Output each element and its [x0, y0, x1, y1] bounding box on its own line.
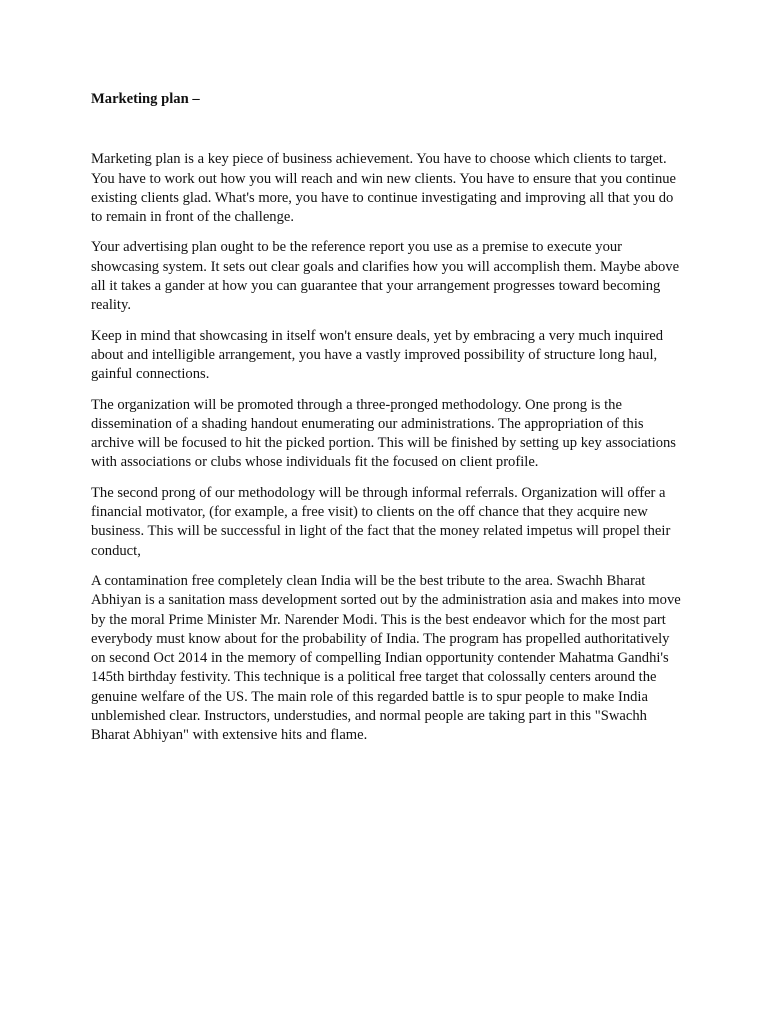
- paragraph-advertising-plan: Your advertising plan ought to be the reference report you use as a premise to execute your showcasing system. It sets out clear goals and clarifies how you will accomplish them. Maybe above all it takes a gander at how you can guarantee that your arrangement progresses toward becoming reality.: [91, 239, 680, 314]
- paragraph-marketing-plan-intro: Marketing plan is a key piece of business achievement. You have to choose which clients to target. You have to work out how you will reach and win new clients. You have to ensure that you continue existing clients glad. What's more, you have to continue investigating and improving all that you do to remain in front of the challenge.: [91, 151, 677, 226]
- document-title: Marketing plan –: [91, 91, 200, 107]
- paragraph-informal-referrals: The second prong of our methodology will be through informal referrals. Organization will offer a financial motivator, (for example, a free visit) to clients on the off chance that they acquire new business. This will be successful in light of the fact that the money related impetus will propel their conduct,: [91, 484, 671, 559]
- paragraph-swachh-bharat: A contamination free completely clean India will be the best tribute to the area. Swachh Bharat Abhiyan is a sanitation mass development sorted out by the administration asia and makes into move by the moral Prime Minister Mr. Narender Modi. This is the best endeavor which for the most part everybody must know about for the probability of India. The program has propelled authoritatively on second Oct 2014 in the memory of compelling Indian opportunity contender Mahatma Gandhi's 145th birthday festivity. This technique is a political free target that colossally centers around the genuine welfare of the US. The main role of this regarded battle is to spur people to make India unblemished clear. Instructors, understudies, and normal people are taking part in this "Swachh Bharat Abhiyan" with extensive hits and flame.: [91, 572, 681, 744]
- paragraph-showcasing-deals: Keep in mind that showcasing in itself won't ensure deals, yet by embracing a very much inquired about and intelligible arrangement, you have a vastly improved possibility of structure long haul, gainful connections.: [91, 327, 664, 383]
- document-body: [91, 90, 681, 757]
- paragraph-three-pronged-methodology: The organization will be promoted through a three-pronged methodology. One prong is the dissemination of a shading handout enumerating our administrations. The appropriation of this archive will be focused to hit the picked portion. This will be finished by setting up key associations with associations or clubs whose individuals fit the focused on client profile.: [91, 396, 676, 471]
